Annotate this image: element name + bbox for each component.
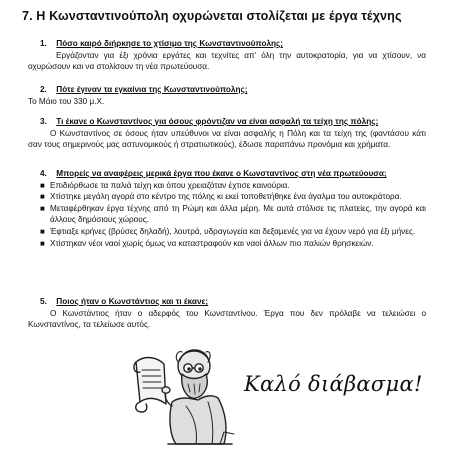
bullet-icon: ■ [40, 203, 45, 213]
question-2 [0, 84, 452, 107]
bullet-icon: ■ [40, 238, 45, 248]
bullet-icon: ■ [40, 226, 45, 236]
question-1 [0, 38, 452, 73]
answer-text: Εργάζονταν για έξι χρόνια εργάτες και τεχνίτες απ’ όλη την αυτοκρατορία, για να χτίσουν, να οχυρώσουν και να στολίσουν τη νέα πρωτεύουσα. [28, 50, 426, 72]
question-number: 4. [40, 169, 47, 178]
question-number: 2. [40, 85, 47, 94]
question-5 [0, 296, 452, 331]
list-item: ■ Επιδιόρθωσε τα παλιά τείχη και όπου χρειαζόταν έχτισε καινούρια. [40, 180, 290, 190]
answer-text: Ο Κωνσταντίνος σε όσους ήταν υπεύθυνοι να είναι ασφαλής η Πόλη και τα τείχη της (φαντάσου κάτι σαν τους σημερινούς μας αστυνομικούς ή στρατιωτικούς), έδωσε παραπάνω προνόμια και χρήματα. [28, 128, 426, 150]
page-title: 7. Η Κωνσταντινούπολη οχυρώνεται στολίζεται με έργα τέχνης [22, 9, 402, 23]
question-number: 5. [40, 297, 47, 306]
signoff-text: Καλό διάβασμα! [244, 372, 423, 396]
question-text: Πόσο καιρό διήρκησε το χτίσιμο της Κωνσταντινούπολης; [56, 39, 283, 48]
bullet-icon: ■ [40, 180, 45, 190]
works-bullet-list [0, 180, 452, 250]
list-item: ■ Έφτιαξε κρήνες (βρύσες δηλαδή), λουτρά, υδραγωγεία και δεξαμενές για να έχουν νερό για έξι μήνες. [40, 226, 416, 236]
question-number: 3. [40, 117, 47, 126]
question-number: 1. [40, 39, 47, 48]
question-3 [0, 116, 452, 151]
list-item: ■ Χτίστηκε μεγάλη αγορά στο κέντρο της πόλης κι εκεί τοποθετήθηκε ένα άγαλμα του αυτοκράτορα. [40, 192, 402, 202]
answer-text: Το Μάιο του 330 μ.Χ. [28, 96, 105, 106]
scholar-illustration [128, 340, 238, 448]
question-text: Μπορείς να αναφέρεις μερικά έργα που έκανε ο Κωνσταντίνος στη νέα πρωτεύουσα; [56, 169, 387, 178]
answer-text: Ο Κωνστάντιος ήταν ο αδερφός του Κωνσταντίνου. Έργα που δεν πρόλαβε να τελειώσει ο Κωνσταντίνος, τα τελείωσε αυτός. [28, 308, 426, 330]
question-text: Τι έκανε ο Κωνσταντίνος για όσους φρόντιζαν να είναι ασφαλή τα τείχη της πόλης; [56, 117, 379, 126]
bullet-icon: ■ [40, 192, 45, 202]
list-item: ■ Χτίστηκαν νέοι ναοί χωρίς όμως να καταστραφούν και ναοί άλλων πιο παλιών θρησκειών. [40, 238, 374, 248]
question-text: Πότε έγιναν τα εγκαίνια της Κωνσταντινούπολης; [56, 85, 248, 94]
list-item: ■ Μεταφέρθηκαν έργα τέχνης από τη Ρώμη και άλλα μέρη. Με αυτά στόλισε τις πλατείες, την αγορά και άλλους δημόσιους χώρους. [40, 203, 426, 225]
question-text: Ποιος ήταν ο Κωνστάντιος και τι έκανε; [56, 297, 209, 306]
question-4 [0, 168, 452, 249]
